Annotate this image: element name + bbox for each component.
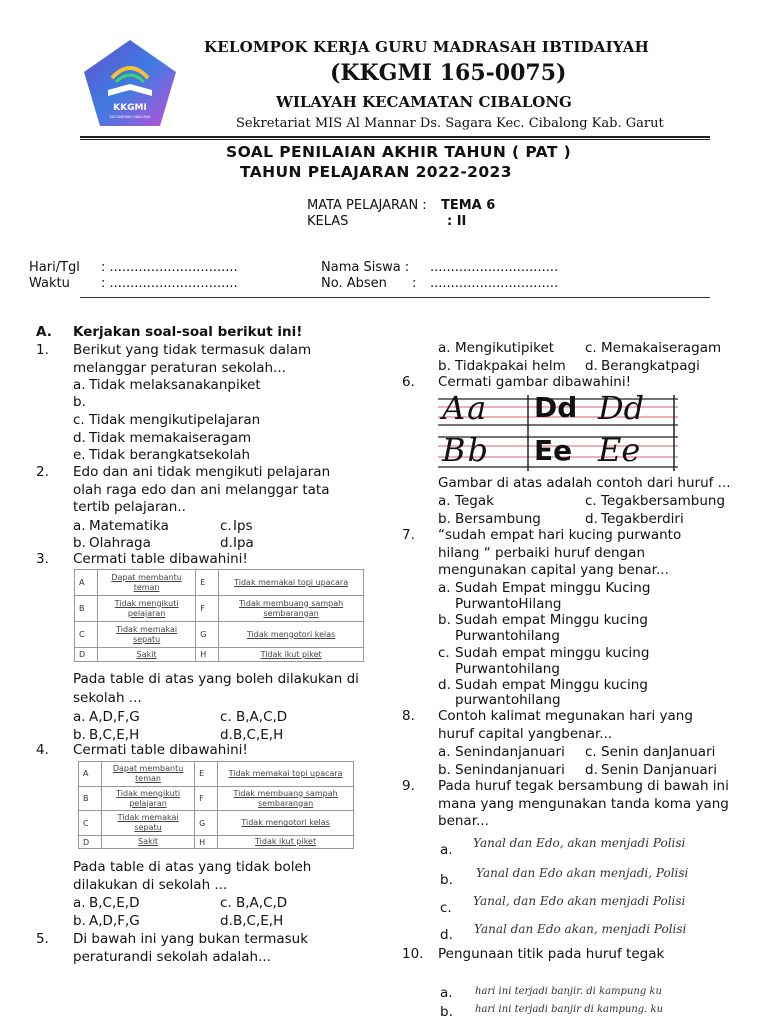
table-cell: Tidak ikut piket (219, 648, 364, 662)
q2-option-key: b. (73, 535, 86, 551)
q7-number: 7. (402, 527, 415, 543)
q2-option-text: Olahraga (89, 535, 151, 551)
q6-option-key: a. (438, 493, 451, 509)
q7-text-line: “sudah empat hari kucing purwanto (438, 527, 682, 543)
q10-option-key: b. (440, 1004, 453, 1020)
q9-option-handwriting: Yanal dan Edo, akan menjadi Polisi (473, 836, 686, 850)
table-cell: D (75, 648, 98, 662)
table-cell: Dapat membantu teman (102, 762, 195, 787)
q3-after-line: Pada table di atas yang boleh dilakukan di (73, 671, 359, 687)
q2-option-text: Ips (233, 518, 253, 534)
table-cell: E (196, 570, 219, 596)
q3-option-key: b. (73, 727, 86, 743)
q9-option-key: b. (440, 872, 453, 888)
q3-option-text: B,C,E,H (89, 727, 140, 743)
q6-option-text: Tegak (455, 493, 494, 509)
q9-text-line: benar... (438, 813, 489, 829)
q4-rules-table (78, 761, 354, 849)
q1-option-key: e. (73, 447, 86, 463)
hari-value: : ............................... (101, 260, 238, 275)
q1-option-text: Tidak berangkatsekolah (89, 447, 251, 463)
table-cell: Tidak ikut piket (218, 836, 354, 849)
nama-label: Nama Siswa : (321, 260, 410, 275)
q7-option-text: Sudah empat Minggu kucing (455, 677, 648, 693)
q9-text-line: mana yang mengunakan tanda koma yang (438, 796, 729, 812)
table-cell: F (196, 596, 219, 622)
header-line4: Sekretariat MIS Al Mannar Ds. Sagara Kec. Cibalong Kab. Garut (236, 116, 664, 131)
waktu-value: : ............................... (101, 276, 238, 291)
q9-option-handwriting: Yanal, dan Edo akan menjadi Polisi (473, 894, 686, 908)
q7-option-key: a. (438, 580, 451, 596)
q8-option-text: Senindanjanuari (455, 762, 565, 778)
q2-option-key: c. (220, 518, 232, 534)
q8-option-key: c. (585, 744, 597, 760)
q7-option-text: Sudah empat minggu kucing (455, 645, 650, 661)
letter-aa-cursive: Aa (442, 389, 489, 427)
q5-number: 5. (36, 931, 49, 947)
header-rule (80, 136, 710, 138)
q6-number: 6. (402, 374, 415, 390)
q3-rules-table (74, 569, 364, 662)
fields-rule (80, 297, 710, 298)
table-cell: Tidak membuang sampah sembarangan (218, 786, 354, 811)
q4-option-key: a. (73, 895, 86, 911)
table-cell: Tidak mengotori kelas (219, 622, 364, 648)
table-cell: E (195, 762, 218, 787)
q6-text: Cermati gambar dibawahini! (438, 374, 631, 390)
q5-option-key: c. (585, 340, 597, 356)
q6-option-key: d. (585, 511, 598, 527)
letter-dd-cursive: Dd (598, 389, 645, 427)
q2-text-line: Edo dan ani tidak mengikuti pelajaran (73, 464, 331, 480)
q4-text: Cermati table dibawahini! (73, 742, 248, 758)
table-cell: G (195, 811, 218, 836)
q2-text-line: olah raga edo dan ani melanggar tata (73, 482, 330, 498)
q8-option-text: Senin danJanuari (601, 744, 716, 760)
q1-text-line: Berikut yang tidak termasuk dalam (73, 342, 312, 358)
q7-option-text: Sudah Empat minggu Kucing (455, 580, 651, 596)
q6-option-text: Tegakberdiri (601, 511, 684, 527)
q8-text-line: huruf capital yangbenar... (438, 726, 613, 742)
q8-option-key: a. (438, 744, 451, 760)
letter-ee-print: Ee (534, 434, 573, 467)
q9-option-handwriting: Yanal dan Edo akan, menjadi Polisi (474, 922, 687, 936)
q3-option-key: a. (73, 709, 86, 725)
q2-option-text: Ipa (233, 535, 254, 551)
q7-option-key: b. (438, 612, 451, 628)
q2-option-key: a. (73, 518, 86, 534)
q7-option-key: c. (438, 645, 450, 661)
q5-option-key: a. (438, 340, 451, 356)
q9-number: 9. (402, 778, 415, 794)
q1-option-key: b. (73, 394, 86, 410)
q8-text-line: Contoh kalimat megunakan hari yang (438, 708, 693, 724)
q2-option-key: d. (220, 535, 233, 551)
q8-number: 8. (402, 708, 415, 724)
kkgmi-logo (82, 38, 178, 128)
q7-option-key: d. (438, 677, 451, 693)
table-cell: Tidak mengikuti pelajaran (102, 786, 195, 811)
absen-value: ............................... (430, 276, 559, 291)
table-cell: Tidak memakai topi upacara (218, 762, 354, 787)
table-cell: H (195, 836, 218, 849)
q3-option-key: d. (220, 727, 233, 743)
q10-text: Pengunaan titik pada huruf tegak (438, 946, 665, 962)
q5-text-line: peraturandi sekolah adalah... (73, 949, 271, 965)
q4-option-key: d. (220, 913, 233, 929)
q5-option-text: Berangkatpagi (601, 358, 700, 374)
letter-ee-cursive: Ee (598, 431, 641, 469)
q1-option-text: Tidak mengikutipelajaran (89, 412, 261, 428)
q1-option-key: a. (73, 377, 86, 393)
q6-after: Gambar di atas adalah contoh dari huruf ... (438, 475, 731, 491)
q7-option-text-cont: Purwantohilang (455, 661, 560, 677)
q5-option-key: b. (438, 358, 451, 374)
q6-option-key: b. (438, 511, 451, 527)
q7-option-text-cont: PurwantoHilang (455, 596, 562, 612)
svg-text:KECAMATAN CIBALONG: KECAMATAN CIBALONG (109, 115, 151, 119)
table-cell: B (79, 786, 102, 811)
q2-text-line: tertib pelajaran.. (73, 499, 186, 515)
q9-option-key: a. (440, 842, 453, 858)
table-cell: A (75, 570, 98, 596)
q4-after-line: Pada table di atas yang tidak boleh (73, 859, 312, 875)
table-cell: B (75, 596, 98, 622)
q5-text-line: Di bawah ini yang bukan termasuk (73, 931, 309, 947)
q3-number: 3. (36, 551, 49, 567)
q1-option-key: d. (73, 430, 86, 446)
q4-option-text: B,C,E,D (89, 895, 140, 911)
kelas-value: : II (447, 214, 467, 229)
q5-option-text: Tidakpakai helm (455, 358, 566, 374)
table-cell: A (79, 762, 102, 787)
kelas-label: KELAS (307, 214, 349, 229)
q6-option-text: Bersambung (455, 511, 541, 527)
q1-number: 1. (36, 342, 49, 358)
absen-colon: : (412, 276, 417, 291)
q8-option-text: Senin Danjanuari (601, 762, 717, 778)
hari-label: Hari/Tgl (29, 260, 80, 275)
q10-number: 10. (402, 946, 424, 962)
q4-option-key: c. (220, 895, 232, 911)
waktu-label: Waktu (29, 276, 70, 291)
q1-option-text: Tidak memakaiseragam (89, 430, 252, 446)
q3-option-text: B,C,E,H (233, 727, 284, 743)
header-line2: (KKGMI 165-0075) (330, 60, 567, 86)
q3-text: Cermati table dibawahini! (73, 551, 248, 567)
absen-label: No. Absen (321, 276, 387, 291)
q7-option-text: Sudah empat Minggu kucing (455, 612, 648, 628)
q7-option-text-cont: Purwantohilang (455, 628, 560, 644)
header-line3: WILAYAH KECAMATAN CIBALONG (276, 93, 572, 111)
mapel-label: MATA PELAJARAN : (307, 198, 427, 213)
table-cell: Tidak mengotori kelas (218, 811, 354, 836)
q8-option-key: b. (438, 762, 451, 778)
table-cell: C (79, 811, 102, 836)
q4-after-line: dilakukan di sekolah ... (73, 877, 228, 893)
header-rule-thin (80, 139, 710, 140)
table-cell: Tidak memakai sepatu (98, 622, 196, 648)
q3-option-key: c. (220, 709, 232, 725)
table-cell: C (75, 622, 98, 648)
q4-option-text: A,D,F,G (89, 913, 140, 929)
q8-option-key: d. (585, 762, 598, 778)
q8-option-text: Senindanjanuari (455, 744, 565, 760)
letter-bb-cursive: Bb (442, 431, 490, 469)
table-cell: D (79, 836, 102, 849)
q4-option-key: b. (73, 913, 86, 929)
q9-option-key: c. (440, 900, 452, 916)
header-line1: KELOMPOK KERJA GURU MADRASAH IBTIDAIYAH (204, 38, 649, 56)
q1-option-key: c. (73, 412, 85, 428)
section-letter: A. (36, 324, 52, 340)
q6-option-text: Tegakbersambung (601, 493, 726, 509)
table-cell: F (195, 786, 218, 811)
q10-option-handwriting: hari ini terjadi banjir. di kampung ku (475, 986, 662, 997)
page-title-line2: TAHUN PELAJARAN 2022-2023 (240, 163, 512, 181)
nama-value: ............................... (430, 260, 559, 275)
q7-text-line: hilang “ perbaiki huruf dengan (438, 545, 646, 561)
section-instruction: Kerjakan soal-soal berikut ini! (73, 324, 303, 340)
table-cell: H (196, 648, 219, 662)
q10-option-handwriting: hari ini terjadi banjir di kampung. ku (475, 1004, 664, 1015)
table-cell: Dapat membantu teman (98, 570, 196, 596)
table-cell: Tidak memakai sepatu (102, 811, 195, 836)
q6-option-key: c. (585, 493, 597, 509)
q1-option-text: Tidak melaksanakanpiket (89, 377, 261, 393)
q9-option-key: d. (440, 927, 453, 943)
q5-option-text: Memakaiseragam (601, 340, 722, 356)
q9-text-line: Pada huruf tegak bersambung di bawah ini (438, 778, 729, 794)
table-cell: Sakit (102, 836, 195, 849)
q7-option-text-cont: purwantohilang (455, 692, 561, 708)
q4-option-text: B,A,C,D (236, 895, 288, 911)
svg-text:KKGMI: KKGMI (113, 103, 147, 113)
q2-number: 2. (36, 464, 49, 480)
q9-option-handwriting: Yanal dan Edo akan menjadi, Polisi (476, 866, 689, 880)
q4-number: 4. (36, 742, 49, 758)
q4-option-text: B,C,E,H (233, 913, 284, 929)
table-cell: G (196, 622, 219, 648)
q7-text-line: mengunakan capital yang benar... (438, 562, 669, 578)
table-cell: Tidak mengikuti pelajaran (98, 596, 196, 622)
q5-option-key: d. (585, 358, 598, 374)
table-cell: Tidak membuang sampah sembarangan (219, 596, 364, 622)
q5-option-text: Mengikutipiket (455, 340, 555, 356)
q3-option-text: B,A,C,D (236, 709, 288, 725)
table-cell: Sakit (98, 648, 196, 662)
q1-text-line: melanggar peraturan sekolah... (73, 360, 286, 376)
page-title-line1: SOAL PENILAIAN AKHIR TAHUN ( PAT ) (226, 143, 572, 161)
letter-dd-print: Dd (534, 391, 578, 424)
q3-option-text: A,D,F,G (89, 709, 140, 725)
table-cell: Tidak memakai topi upacara (219, 570, 364, 596)
q2-option-text: Matematika (89, 518, 169, 534)
mapel-value: TEMA 6 (441, 198, 496, 213)
q10-option-key: a. (440, 985, 453, 1001)
q3-after-line: sekolah ... (73, 690, 142, 706)
